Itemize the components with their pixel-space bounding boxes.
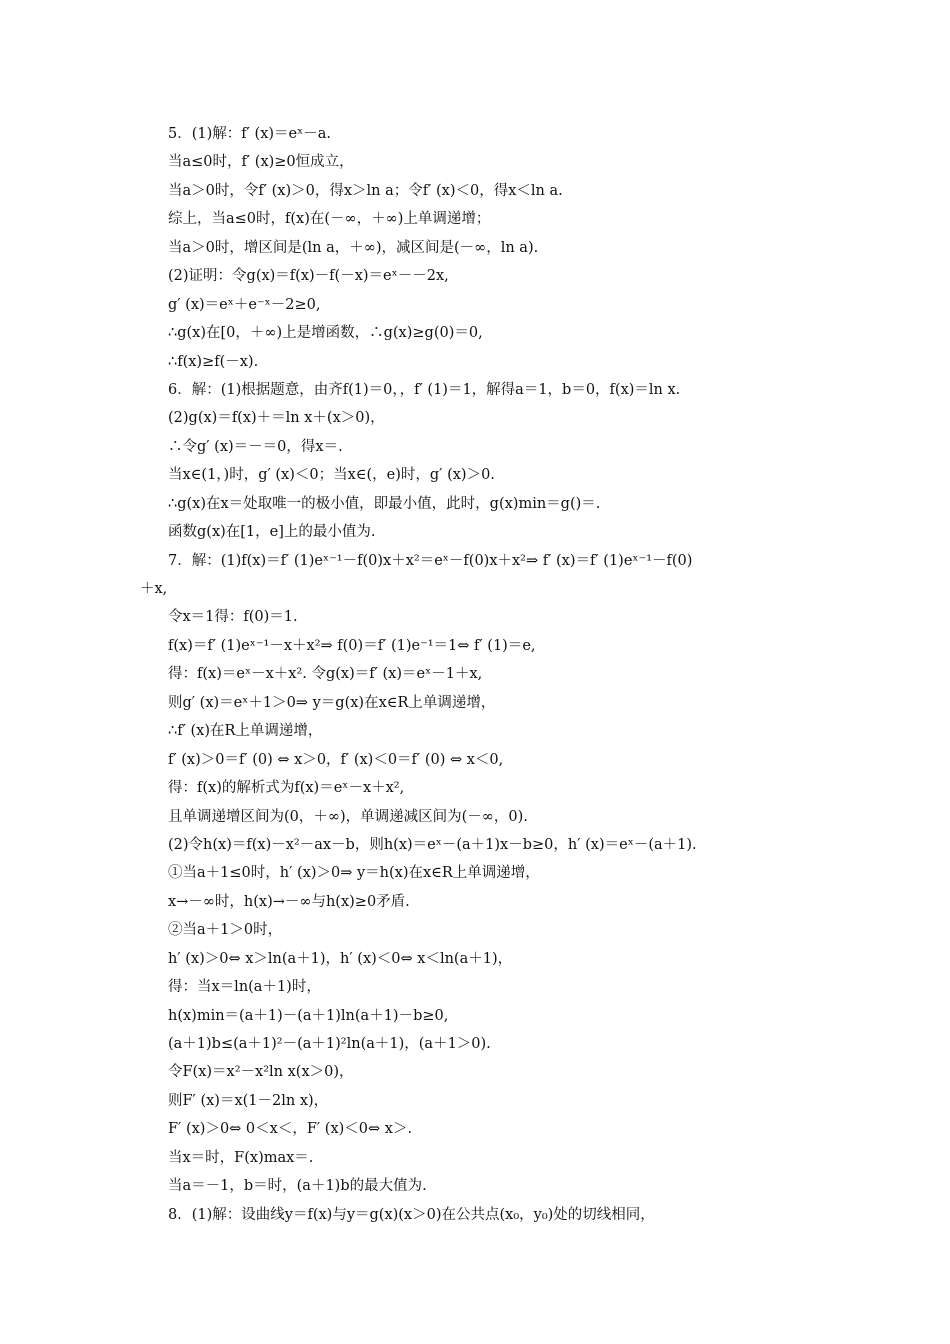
- text-line: h(x)min＝(a＋1)－(a＋1)ln(a＋1)－b≥0,: [168, 1007, 449, 1024]
- text-line: 6．解：(1)根据题意，由齐f(1)＝0，，f′ (1)＝1，解得a＝1，b＝0，f(x)＝ln x.: [168, 381, 681, 398]
- text-line: f′ (x)＞0＝f′ (0) ⇔ x＞0，f′ (x)＜0＝f′ (0) ⇔ x＜0,: [168, 751, 504, 768]
- text-line: 当a≤0时，f′ (x)≥0恒成立，: [168, 154, 354, 171]
- text-line: 7．解：(1)f(x)＝f′ (1)eˣ⁻¹－f(0)x＋x²＝eˣ－f(0)x＋x²⇒ f′ (x)＝f′ (1)eˣ⁻¹－f(0): [168, 552, 693, 569]
- text-line: ∴f(x)≥f(－x).: [168, 353, 259, 370]
- text-line: ∴g(x)在[0，＋∞)上是增函数，∴g(x)≥g(0)＝0,: [168, 325, 483, 342]
- text-line: h′ (x)＞0⇔ x＞ln(a＋1)，h′ (x)＜0⇔ x＜ln(a＋1)，: [168, 950, 513, 967]
- text-line: g′ (x)＝eˣ＋e⁻ˣ－2≥0,: [168, 296, 321, 313]
- text-line: f(x)＝f′ (1)eˣ⁻¹－x＋x²⇒ f(0)＝f′ (1)e⁻¹＝1⇔ f′ (1)＝e,: [168, 637, 536, 654]
- text-line: 5．(1)解：f′ (x)＝eˣ－a.: [168, 126, 332, 142]
- text-line: 且单调递增区间为(0，＋∞)，单调递减区间为(－∞，0).: [168, 808, 528, 825]
- text-line: 则g′ (x)＝eˣ＋1＞0⇒ y＝g(x)在x∈R上单调递增，: [168, 694, 496, 711]
- text-line: 综上，当a≤0时，f(x)在(－∞，＋∞)上单调递增；: [168, 211, 491, 228]
- text-line: (2)令h(x)＝f(x)－x²－ax－b，则h(x)＝eˣ－(a＋1)x－b≥0，h′ (x)＝eˣ－(a＋1).: [168, 836, 697, 853]
- text-line: 当a＞0时，令f′ (x)＞0，得x＞ln a；令f′ (x)＜0，得x＜ln a.: [168, 182, 563, 199]
- text-line: (a＋1)b≤(a＋1)²－(a＋1)²ln(a＋1)，(a＋1＞0).: [168, 1036, 491, 1052]
- text-line: 8．(1)解：设曲线y＝f(x)与y＝g(x)(x＞0)在公共点(x₀，y₀)处的切线相同，: [168, 1206, 655, 1223]
- text-line: x→－∞时，h(x)→－∞与h(x)≥0矛盾.: [168, 893, 410, 910]
- text-line: ∴f′ (x)在R上单调递增，: [168, 723, 323, 740]
- text-line: ②当a＋1＞0时，: [168, 922, 283, 939]
- text-line: ①当a＋1≤0时，h′ (x)＞0⇒ y＝h(x)在x∈R上单调递增，: [168, 865, 540, 882]
- answer-document: [0, 120, 950, 1229]
- text-line: 得：当x＝ln(a＋1)时，: [168, 979, 321, 996]
- text-line: 令x＝1得：f(0)＝1.: [168, 609, 298, 626]
- text-line: (2)证明：令g(x)＝f(x)－f(－x)＝eˣ－－2x,: [168, 268, 449, 285]
- text-line: 函数g(x)在[1，e]上的最小值为.: [168, 524, 376, 541]
- text-line: 得：f(x)的解析式为f(x)＝eˣ－x＋x²,: [168, 780, 405, 797]
- text-line: ＋x,: [140, 581, 168, 597]
- text-line: 当x＝时，F(x)max＝.: [168, 1149, 314, 1166]
- text-line: 当a＞0时，增区间是(ln a，＋∞)，减区间是(－∞，ln a).: [168, 239, 539, 256]
- text-line: ∴g(x)在x＝处取唯一的极小值，即最小值，此时，g(x)min＝g()＝.: [168, 495, 601, 512]
- text-line: 则F′ (x)＝x(1－2ln x)，: [168, 1092, 329, 1109]
- text-line: 令F(x)＝x²－x²ln x(x＞0)，: [168, 1064, 354, 1081]
- text-line: 当x∈(1，)时，g′ (x)＜0；当x∈(，e)时，g′ (x)＞0.: [168, 467, 495, 484]
- text-line: (2)g(x)＝f(x)＋＝ln x＋(x＞0)，: [168, 410, 385, 427]
- text-line: 得：f(x)＝eˣ－x＋x². 令g(x)＝f′ (x)＝eˣ－1＋x,: [168, 666, 483, 683]
- text-line: F′ (x)＞0⇔ 0＜x＜，F′ (x)＜0⇔ x＞.: [168, 1121, 413, 1138]
- text-line: ∴令g′ (x)＝－＝0，得x＝.: [168, 438, 343, 455]
- text-line: 当a＝－1，b＝时，(a＋1)b的最大值为.: [168, 1178, 427, 1195]
